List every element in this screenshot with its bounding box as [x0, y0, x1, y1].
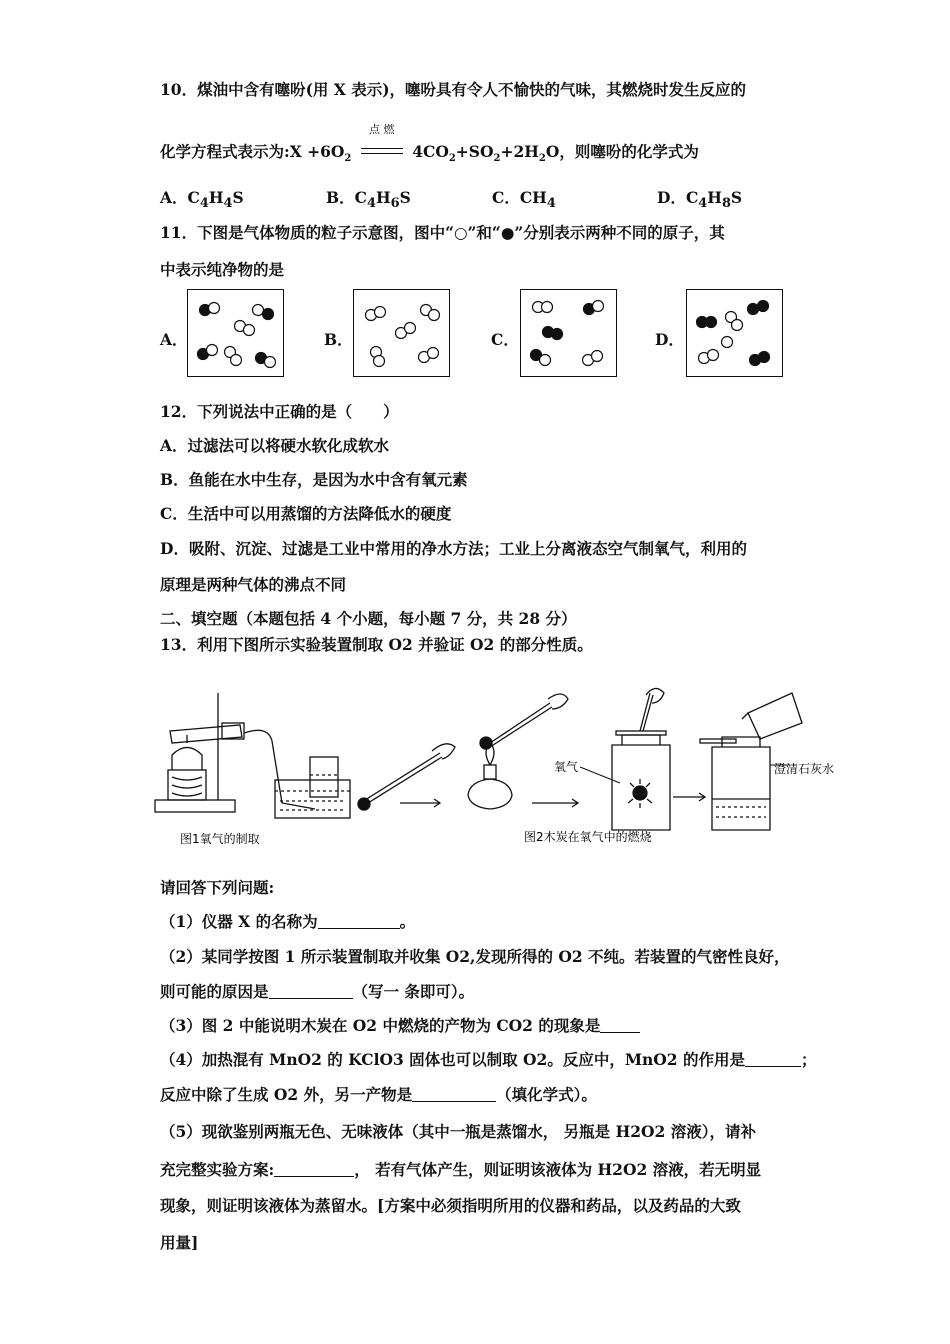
lamp-2: [468, 779, 512, 809]
label-oxygen: 氧气: [554, 760, 579, 774]
q11-label-c[interactable]: C．: [491, 330, 519, 349]
q12-option-d-cont: 原理是两种气体的沸点不同: [160, 575, 347, 594]
q13-p5a: （5）现欲鉴别两瓶无色、无味液体（其中一瓶是蒸馏水， 另瓶是 H2O2 溶液），请补: [160, 1122, 756, 1141]
q10-option-d[interactable]: D．$C_4H_8S$: [657, 188, 743, 212]
q11-diagram-d: [686, 289, 783, 377]
answer-blank-5[interactable]: [412, 1087, 496, 1102]
q13-p2b: 则可能的原因是 （写一 条即可）。: [160, 982, 475, 1001]
label-limewater: 澄清石灰水: [774, 762, 835, 776]
answer-blank-4[interactable]: [745, 1052, 801, 1067]
q13-prompt: 请回答下列问题:: [160, 878, 275, 897]
q10-option-c[interactable]: C．$CH_4$: [492, 188, 556, 212]
arrow-3: [673, 793, 705, 801]
q10-equation: 化学方程式表示为:X $+6O_2$ 点 燃 $4CO_2+SO_2+2H_2O$，则噻吩的化学式为: [160, 123, 699, 165]
alcohol-lamp: [172, 748, 202, 771]
beaker: [748, 693, 802, 739]
water-trough: [275, 780, 350, 818]
reaction-arrow: [361, 123, 403, 161]
q13-stem: 13．利用下图所示实验装置制取 O2 并验证 O2 的部分性质。: [160, 635, 593, 654]
fig2-caption: 图2木炭在氧气中的燃烧: [524, 830, 652, 844]
q12-option-d[interactable]: D．吸附、沉淀、过滤是工业中常用的净水方法；工业上分离液态空气制氧气，利用的: [160, 539, 747, 558]
eq-prefix: 化学方程式表示为:X +6O: [160, 142, 345, 161]
arrow-2: [532, 799, 578, 807]
q13-p1: （1）仪器 X 的名称为 。: [160, 912, 416, 931]
answer-blank-6[interactable]: [274, 1162, 354, 1177]
answer-blank-2[interactable]: [269, 984, 353, 999]
q11-label-d[interactable]: D．: [655, 330, 684, 349]
q11-stem-line1: 11．下图是气体物质的粒子示意图，图中“○”和“●”分别表示两种不同的原子，其: [160, 223, 725, 242]
test-tube: [170, 725, 242, 743]
q13-p4b: 反应中除了生成 O2 外，另一产物是 （填化学式）。: [160, 1085, 597, 1104]
q13-p5d: 用量]: [160, 1233, 199, 1252]
stand-base: [155, 800, 235, 812]
q11-diagram-c: [520, 289, 617, 377]
hand-2: [548, 694, 568, 709]
q12-option-c[interactable]: C．生活中可以用蒸馏的方法降低水的硬度: [160, 504, 452, 523]
answer-blank-1[interactable]: [318, 914, 400, 929]
eq-products: 4CO: [412, 142, 449, 161]
q13-p5b: 充完整实验方案: ， 若有气体产生，则证明该液体为 H2O2 溶液，若无明显: [160, 1160, 762, 1179]
q13-figure: [150, 685, 850, 860]
q10-option-b[interactable]: B．$C_4H_6S$: [326, 188, 411, 212]
q12-option-a[interactable]: A．过滤法可以将硬水软化成软水: [160, 436, 390, 455]
answer-blank-3[interactable]: [600, 1018, 640, 1033]
q10-stem-line1: 10．煤油中含有噻吩(用 X 表示)，噻吩具有令人不愉快的气味，其燃烧时发生反应的: [160, 80, 747, 99]
reaction-condition: 点 燃: [369, 123, 395, 136]
fig1-caption: 图1氧气的制取: [180, 832, 260, 846]
eq-suffix: ，则噻吩的化学式为: [559, 142, 699, 161]
q12-stem: 12．下列说法中正确的是（ ）: [160, 402, 399, 421]
q10-option-a[interactable]: A．$C_4H_4S$: [160, 188, 244, 212]
q11-diagram-a: [187, 289, 284, 377]
q11-label-a[interactable]: A．: [160, 330, 188, 349]
q13-p5c: 现象，则证明该液体为蒸留水。[方案中必须指明所用的仪器和药品，以及药品的大致: [160, 1196, 741, 1215]
q13-p4a: （4）加热混有 MnO2 的 KClO3 固体也可以制取 O2。反应中，MnO2 的作用是 ；: [160, 1050, 817, 1069]
delivery-tube: [244, 730, 315, 809]
q11-stem-line2: 中表示纯净物的是: [160, 260, 285, 279]
hand-1: [432, 744, 455, 759]
tongs-1: [365, 753, 440, 800]
q11-label-b[interactable]: B．: [324, 330, 353, 349]
q13-p3: （3）图 2 中能说明木炭在 O2 中燃烧的产物为 CO2 的现象是: [160, 1014, 640, 1036]
q13-p2a: （2）某同学按图 1 所示装置制取并收集 O2,发现所得的 O2 不纯。若装置的气密性良好，: [160, 947, 790, 966]
section2-title: 二、填空题（本题包括 4 个小题，每小题 7 分，共 28 分）: [160, 609, 577, 628]
tongs-2: [487, 703, 550, 745]
q12-option-b[interactable]: B．鱼能在水中生存，是因为水中含有氧元素: [160, 470, 468, 489]
arrow-1: [400, 799, 440, 807]
q11-diagram-b: [353, 289, 450, 377]
